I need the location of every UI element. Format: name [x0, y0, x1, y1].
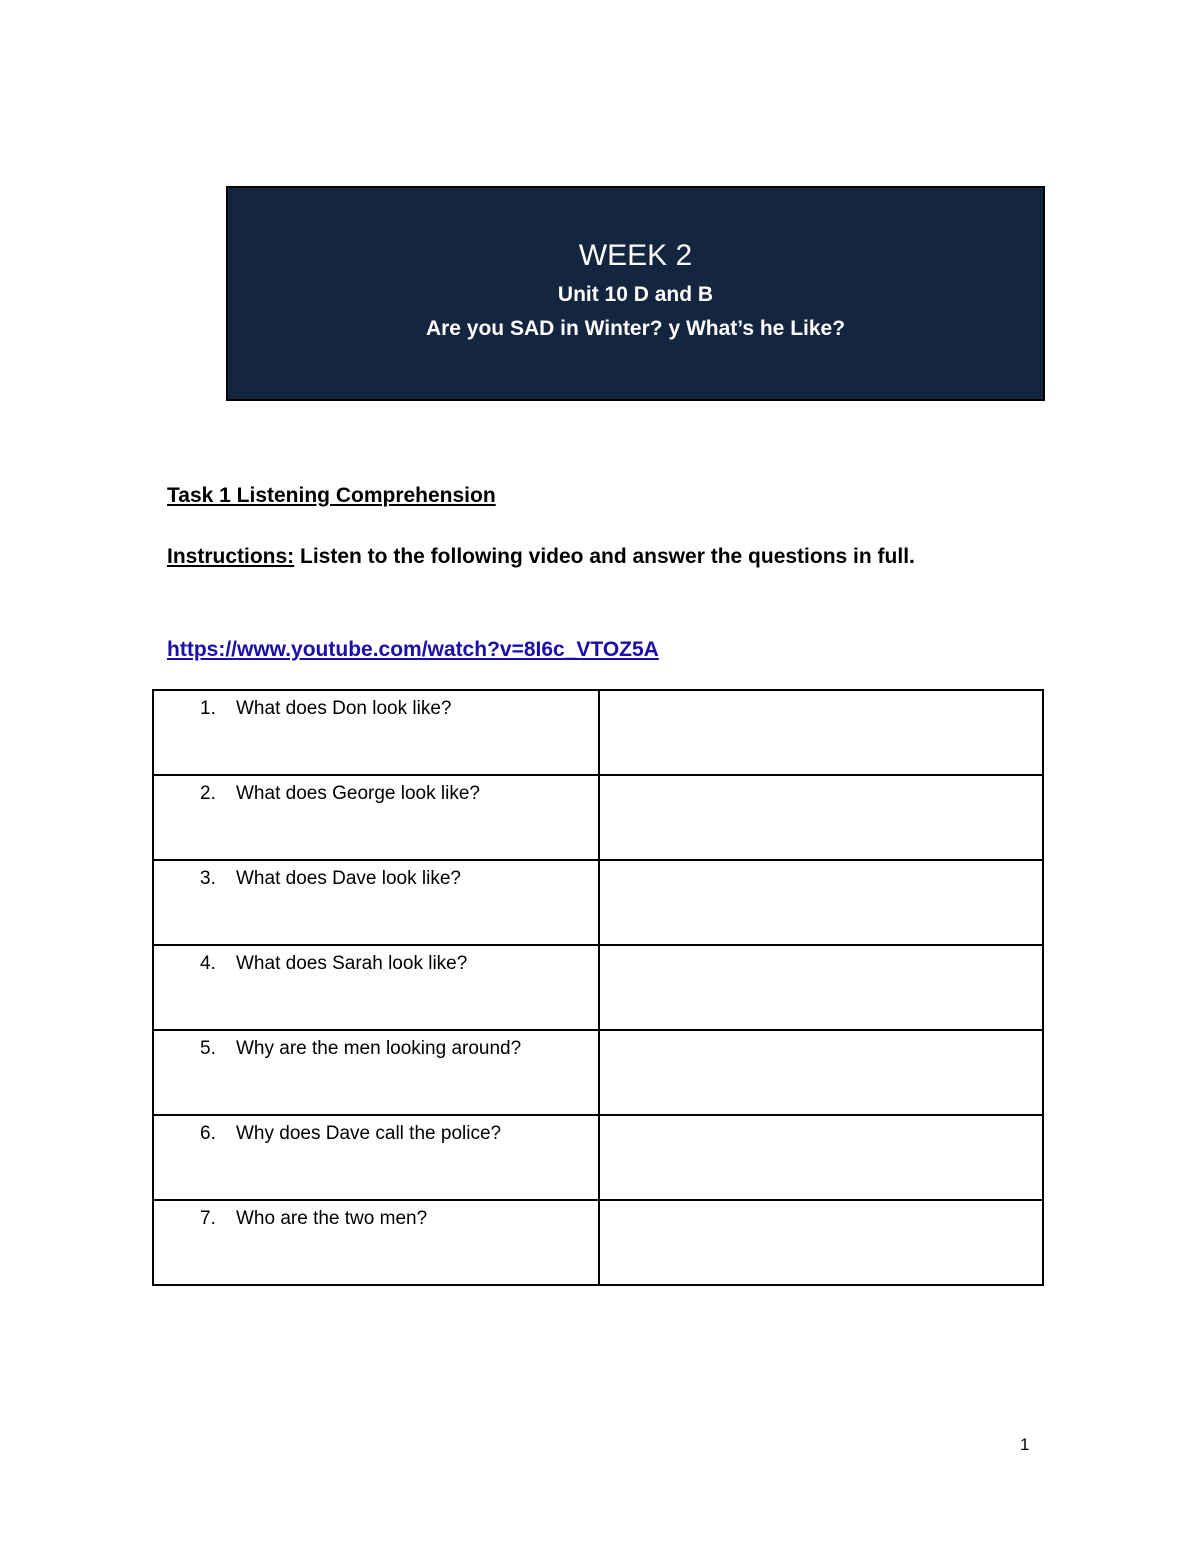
question-cell	[153, 775, 599, 860]
table-row	[153, 690, 1043, 775]
question-text: What does Sarah look like?	[236, 953, 468, 974]
header-banner	[226, 186, 1045, 401]
video-link[interactable]: https://www.youtube.com/watch?v=8I6c_VTOZ5A	[167, 638, 659, 661]
question-number: 6.	[200, 1123, 216, 1144]
question-number: 1.	[200, 698, 216, 719]
question-cell	[153, 945, 599, 1030]
answer-cell[interactable]	[599, 860, 1043, 945]
answer-cell[interactable]	[599, 1030, 1043, 1115]
question-number: 2.	[200, 783, 216, 804]
question-cell	[153, 690, 599, 775]
table-row	[153, 1115, 1043, 1200]
table-row	[153, 1200, 1043, 1285]
question-text: What does George look like?	[236, 783, 480, 804]
table-row	[153, 860, 1043, 945]
instructions-text: Listen to the following video and answer the questions in full.	[294, 545, 915, 568]
question-number: 3.	[200, 868, 216, 889]
answer-cell[interactable]	[599, 1200, 1043, 1285]
question-text: Why are the men looking around?	[236, 1038, 522, 1059]
question-cell	[153, 860, 599, 945]
question-number: 7.	[200, 1208, 216, 1229]
question-text: What does Don look like?	[236, 698, 452, 719]
question-text: Who are the two men?	[236, 1208, 428, 1229]
table-row	[153, 1030, 1043, 1115]
question-number: 5.	[200, 1038, 216, 1059]
question-text: Why does Dave call the police?	[236, 1123, 502, 1144]
table-row	[153, 775, 1043, 860]
instructions-label: Instructions:	[167, 545, 295, 568]
question-cell	[153, 1030, 599, 1115]
unit-title: Unit 10 D and B	[557, 283, 714, 306]
table-row	[153, 945, 1043, 1030]
unit-subtitle: Are you SAD in Winter? y What’s he Like?	[425, 317, 846, 340]
questions-table	[152, 689, 1044, 1286]
page-number: 1	[1020, 1435, 1030, 1454]
instructions	[167, 538, 1027, 576]
answer-cell[interactable]	[599, 1115, 1043, 1200]
answer-cell[interactable]	[599, 775, 1043, 860]
question-number: 4.	[200, 953, 216, 974]
question-text: What does Dave look like?	[236, 868, 461, 889]
question-cell	[153, 1200, 599, 1285]
answer-cell[interactable]	[599, 945, 1043, 1030]
question-cell	[153, 1115, 599, 1200]
answer-cell[interactable]	[599, 690, 1043, 775]
task-title: Task 1 Listening Comprehension	[167, 484, 496, 507]
week-title: WEEK 2	[578, 239, 693, 272]
